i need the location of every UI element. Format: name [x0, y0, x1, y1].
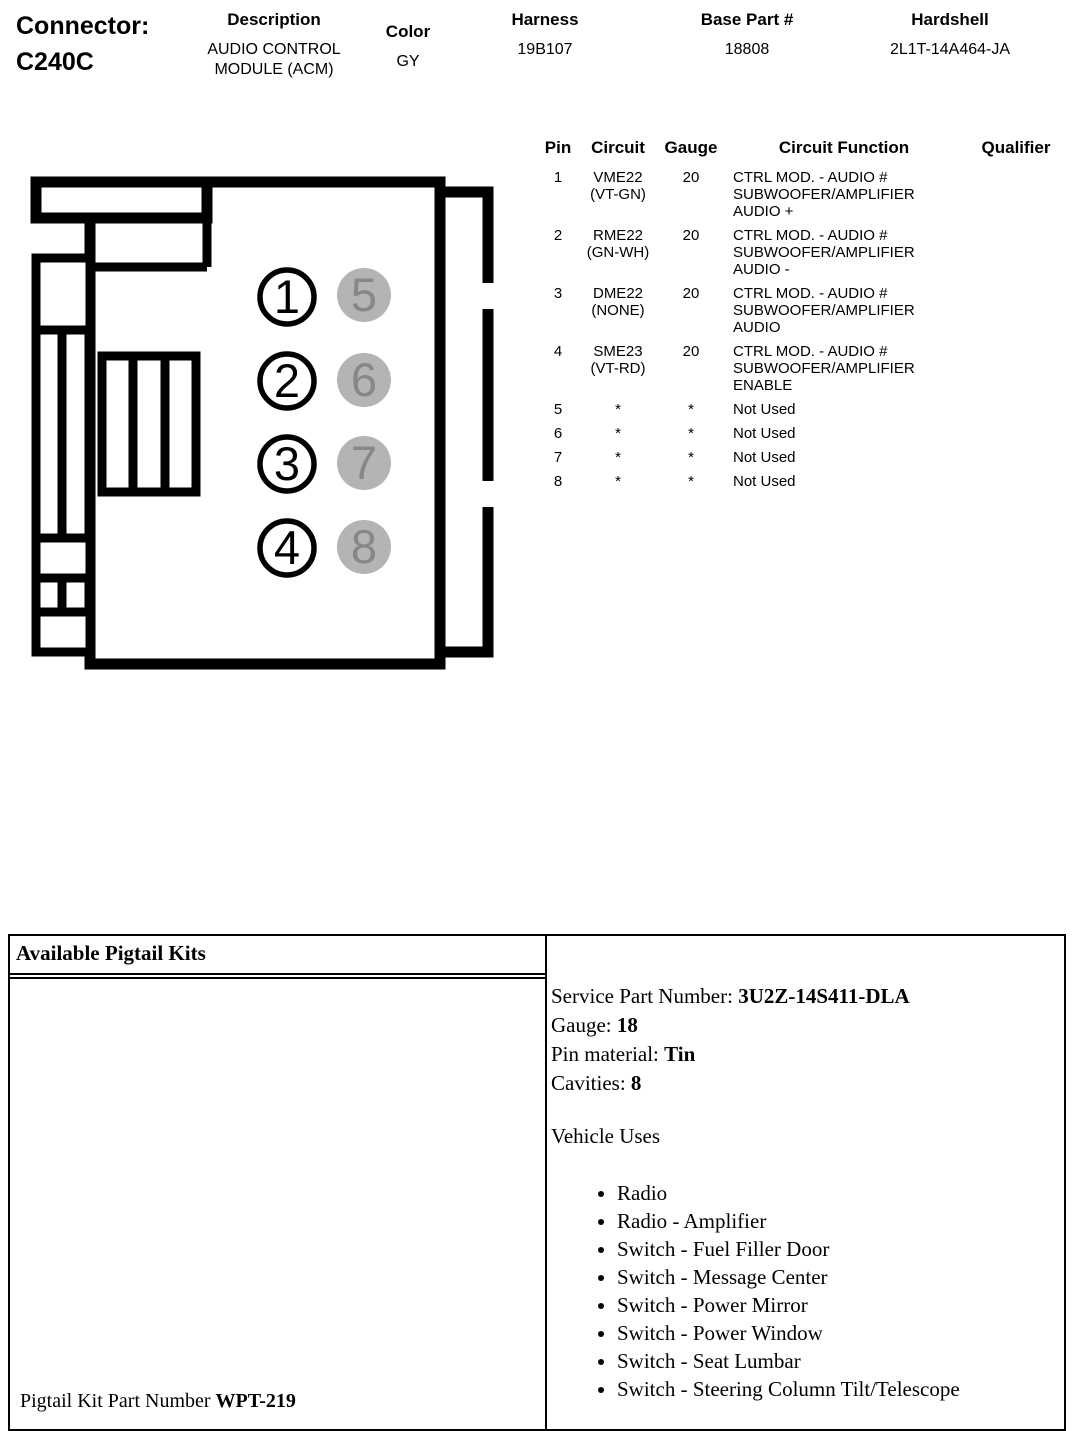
gauge-cell: *	[688, 425, 694, 442]
pin-number-cell: 2	[553, 227, 563, 244]
connector-label: Connector:	[16, 12, 150, 40]
circuit-cell	[578, 227, 658, 278]
pin-5-number: 5	[350, 268, 378, 321]
base-part-value: 18808	[724, 41, 770, 58]
pin-number-cell: 7	[553, 449, 563, 466]
circuit-line: (VT-GN)	[590, 186, 646, 203]
circuit-function-cell	[724, 343, 964, 394]
pin-row	[538, 449, 1070, 466]
qualifier-cell	[964, 169, 1068, 220]
circuit-cell	[578, 343, 658, 394]
detail-label: Gauge:	[551, 1013, 617, 1037]
pigtail-kits-panel	[8, 934, 1066, 1431]
gauge-cell: 20	[682, 227, 700, 244]
circuit-line: *	[615, 449, 621, 466]
description-value: AUDIO CONTROL MODULE (ACM)	[207, 41, 341, 78]
detail-value: 8	[630, 1071, 642, 1095]
col-header-qualifier: Qualifier	[981, 138, 1051, 157]
col-header-pin: Pin	[544, 138, 572, 157]
col-header-function: Circuit Function	[778, 138, 910, 157]
pin-number-cell: 5	[553, 401, 563, 418]
circuit-cell	[578, 449, 658, 466]
hardshell-label: Hardshell	[911, 10, 989, 29]
qualifier-cell	[964, 425, 1068, 442]
pin-1-number: 1	[273, 270, 301, 323]
pin-row	[538, 473, 1070, 490]
vehicle-use-item: • Switch - Steering Column Tilt/Telescope	[617, 1375, 1054, 1403]
header-field-base-part	[672, 10, 822, 60]
detail-value: Tin	[664, 1042, 696, 1066]
pigtail-details-column	[547, 936, 1064, 1429]
vehicle-use-item: • Switch - Power Mirror	[617, 1291, 1054, 1319]
connector-outline	[36, 182, 488, 664]
function-line: SUBWOOFER/AMPLIFIER	[733, 360, 915, 377]
gauge-cell: 20	[682, 343, 700, 360]
pin-row	[538, 169, 1070, 220]
circuit-function-cell	[724, 401, 964, 418]
circuit-function-cell	[724, 449, 964, 466]
function-line: CTRL MOD. - AUDIO #	[733, 227, 888, 244]
vehicle-use-item: • Radio	[617, 1179, 1054, 1207]
kit-part-number-value: WPT-219	[215, 1390, 296, 1412]
circuit-line: *	[615, 425, 621, 442]
connector-title-block	[16, 8, 149, 80]
pigtail-left-column	[10, 936, 547, 1429]
vehicle-uses-list	[551, 1179, 1054, 1403]
pin-3-number: 3	[273, 437, 301, 490]
vehicle-use-item: • Switch - Message Center	[617, 1263, 1054, 1291]
base-part-label: Base Part #	[700, 10, 794, 29]
detail-label: Cavities:	[551, 1071, 631, 1095]
function-line: AUDIO -	[733, 261, 790, 278]
col-header-gauge: Gauge	[664, 138, 718, 157]
pinout-table-body	[538, 169, 1070, 490]
function-line: SUBWOOFER/AMPLIFIER	[733, 244, 915, 261]
pin-row	[538, 401, 1070, 418]
circuit-function-cell	[724, 425, 964, 442]
pin-row	[538, 425, 1070, 442]
circuit-line: *	[615, 401, 621, 418]
pigtail-detail-line	[551, 1011, 1054, 1040]
vehicle-use-item: • Switch - Power Window	[617, 1319, 1054, 1347]
circuit-line: DME22	[592, 285, 644, 302]
pin-2-number: 2	[273, 354, 301, 407]
circuit-cell	[578, 169, 658, 220]
pigtail-detail-line	[551, 1040, 1054, 1069]
connector-id: C240C	[16, 48, 94, 76]
color-value: GY	[396, 53, 420, 70]
pigtail-detail-line	[551, 1069, 1054, 1098]
pigtail-detail-line	[551, 982, 1054, 1011]
col-header-circuit: Circuit	[591, 138, 645, 157]
function-line: Not Used	[733, 449, 796, 466]
function-line: SUBWOOFER/AMPLIFIER	[733, 186, 915, 203]
qualifier-cell	[964, 343, 1068, 394]
vehicle-use-item: • Radio - Amplifier	[617, 1207, 1054, 1235]
pin-number-cell: 3	[553, 285, 563, 302]
circuit-line: RME22	[592, 227, 644, 244]
vehicle-use-item: • Switch - Seat Lumbar	[617, 1347, 1054, 1375]
function-line: CTRL MOD. - AUDIO #	[733, 285, 888, 302]
function-line: CTRL MOD. - AUDIO #	[733, 169, 888, 186]
gauge-cell: *	[688, 449, 694, 466]
pin-row	[538, 227, 1070, 278]
pin-row	[538, 285, 1070, 336]
vehicle-use-item: • Switch - Fuel Filler Door	[617, 1235, 1054, 1263]
qualifier-cell	[964, 449, 1068, 466]
pin-number-cell: 1	[553, 169, 563, 186]
header-field-description	[178, 10, 370, 80]
qualifier-cell	[964, 285, 1068, 336]
pigtail-details	[551, 982, 1054, 1098]
detail-value: 3U2Z-14S411-DLA	[738, 984, 910, 1008]
circuit-function-cell	[724, 473, 964, 490]
description-label: Description	[227, 10, 321, 29]
function-line: Not Used	[733, 401, 796, 418]
pigtail-kit-part-number	[20, 1390, 296, 1413]
function-line: Not Used	[733, 425, 796, 442]
header-field-color	[368, 10, 448, 72]
circuit-line: (GN-WH)	[586, 244, 650, 261]
harness-value: 19B107	[517, 41, 573, 58]
pin-number-cell: 4	[553, 343, 563, 360]
gauge-cell: *	[688, 473, 694, 490]
circuit-cell	[578, 285, 658, 336]
harness-label: Harness	[511, 10, 579, 29]
circuit-line: (NONE)	[591, 302, 645, 319]
circuit-line: VME22	[593, 169, 643, 186]
circuit-cell	[578, 473, 658, 490]
qualifier-cell	[964, 473, 1068, 490]
hardshell-value: 2L1T-14A464-JA	[889, 41, 1011, 58]
pin-8-number: 8	[350, 520, 378, 573]
function-line: SUBWOOFER/AMPLIFIER	[733, 302, 915, 319]
circuit-function-cell	[724, 169, 964, 220]
vehicle-uses-title: Vehicle Uses	[551, 1124, 661, 1148]
pin-7-number: 7	[350, 436, 378, 489]
pin-number-cell: 6	[553, 425, 563, 442]
connector-face-diagram	[25, 165, 500, 677]
pigtail-kits-title: Available Pigtail Kits	[10, 936, 545, 979]
pinout-table-header	[538, 138, 1070, 158]
color-label: Color	[385, 22, 431, 41]
pinout-table	[538, 138, 1070, 497]
circuit-cell	[578, 401, 658, 418]
circuit-line: SME23	[593, 343, 643, 360]
detail-label: Pin material:	[551, 1042, 665, 1066]
header-field-hardshell	[845, 10, 1055, 60]
circuit-function-cell	[724, 227, 964, 278]
circuit-function-cell	[724, 285, 964, 336]
header-field-harness	[480, 10, 610, 60]
gauge-cell: *	[688, 401, 694, 418]
function-line: CTRL MOD. - AUDIO #	[733, 343, 888, 360]
pin-row	[538, 343, 1070, 394]
qualifier-cell	[964, 401, 1068, 418]
function-line: ENABLE	[733, 377, 793, 394]
pin-number-cell: 8	[553, 473, 563, 490]
gauge-cell: 20	[682, 285, 700, 302]
pin-6-number: 6	[350, 353, 378, 406]
detail-value: 18	[616, 1013, 638, 1037]
gauge-cell: 20	[682, 169, 700, 186]
qualifier-cell	[964, 227, 1068, 278]
circuit-line: *	[615, 473, 621, 490]
pin-4-number: 4	[273, 521, 301, 574]
detail-label: Service Part Number:	[551, 984, 739, 1008]
function-line: AUDIO +	[733, 203, 794, 220]
circuit-line: (VT-RD)	[590, 360, 646, 377]
function-line: Not Used	[733, 473, 796, 490]
circuit-cell	[578, 425, 658, 442]
kit-part-number-label: Pigtail Kit Part Number	[20, 1390, 216, 1412]
function-line: AUDIO	[733, 319, 781, 336]
